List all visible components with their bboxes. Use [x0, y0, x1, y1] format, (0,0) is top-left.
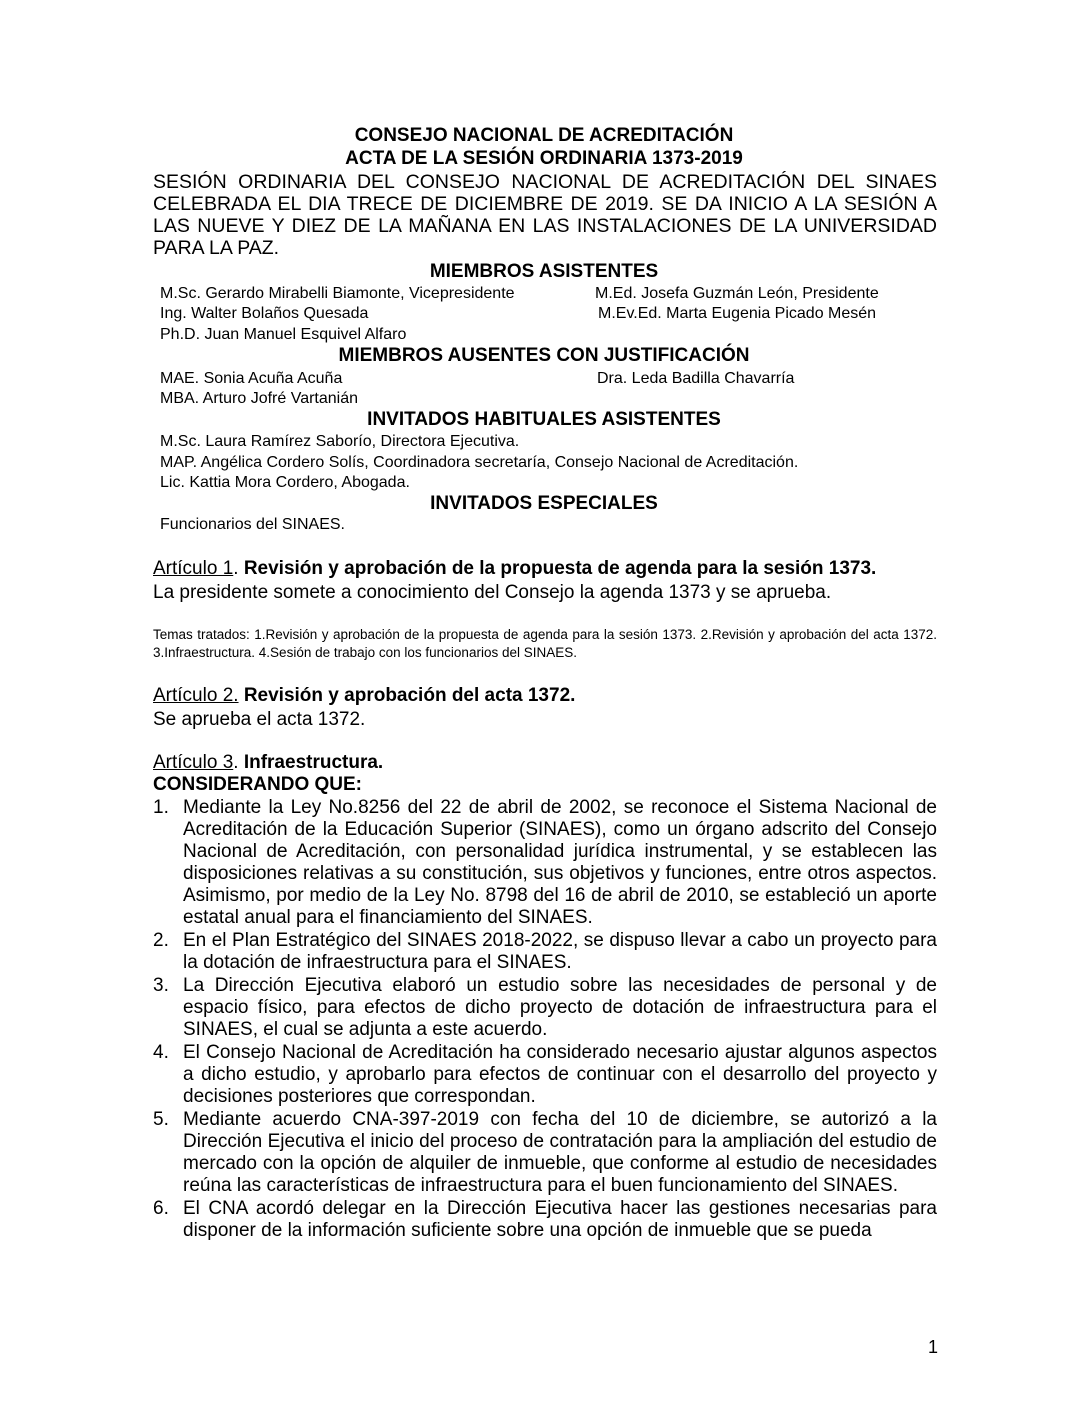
item-text: En el Plan Estratégico del SINAES 2018-2022, se dispuso llevar a cabo un proyecto para la dotación de infraestructura para el SINAES.: [183, 930, 937, 973]
member-absent: MAE. Sonia Acuña Acuña: [160, 370, 343, 387]
considerando-item: [153, 975, 937, 1041]
article-1-text: La presidente somete a conocimiento del Consejo la agenda 1373 y se aprueba.: [153, 582, 832, 603]
member-absent: MBA. Arturo Jofré Vartanián: [160, 390, 359, 407]
article-3-heading: Artículo 3. Infraestructura.: [153, 752, 384, 773]
article-1-label: Artículo 1: [153, 558, 234, 579]
item-text: Mediante la Ley No.8256 del 22 de abril de 2002, se reconoce el Sistema Nacional de Acreditación de la Educación Superior (SINAES), como un órgano adscrito del Consejo Nacional de Acreditación, con personalidad jurídica instrumental, y se establecen las disposiciones relativas a su constitución, sus objetivos y funciones, entre otros aspectos. Asimismo, por medio de la Ley No. 8798 del 16 de abril de 2010, se estableció un aporte estatal anual para el financiamiento del SINAES.: [183, 797, 937, 928]
regular-guest: MAP. Angélica Cordero Solís, Coordinadora secretaría, Consejo Nacional de Acreditación.: [160, 454, 799, 471]
member-present: M.Ev.Ed. Marta Eugenia Picado Mesén: [598, 305, 877, 322]
item-number: 4.: [153, 1042, 169, 1063]
session-title: ACTA DE LA SESIÓN ORDINARIA 1373-2019: [345, 148, 743, 169]
member-present: Ing. Walter Bolaños Quesada: [160, 305, 369, 322]
article-2-title: Revisión y aprobación del acta 1372.: [243, 685, 576, 706]
item-text: La Dirección Ejecutiva elaboró un estudio sobre las necesidades de personal y de espacio físico, para efectos de dicho proyecto de dotación de infraestructura para el SINAES, el cual se adjunta a este acuerdo.: [183, 975, 937, 1040]
regular-guest: Lic. Kattia Mora Cordero, Abogada.: [160, 474, 410, 491]
document-title: CONSEJO NACIONAL DE ACREDITACIÓN: [354, 125, 734, 146]
considerando-item: [153, 797, 937, 929]
considerando-item: [153, 1109, 937, 1197]
member-present: Ph.D. Juan Manuel Esquivel Alfaro: [160, 326, 407, 343]
article-3-label: Artículo 3: [153, 752, 234, 773]
member-absent: Dra. Leda Badilla Chavarría: [597, 370, 795, 387]
article-2-text: Se aprueba el acta 1372.: [153, 709, 366, 730]
item-number: 3.: [153, 975, 169, 996]
item-text: Mediante acuerdo CNA-397-2019 con fecha del 10 de diciembre, se autorizó a la Dirección Ejecutiva el inicio del proceso de contratación para la ampliación del estudio de mercado con la opción de alquiler de inmueble, que conforme al estudio de necesidades reúna las características de infraestructura para el buen funcionamiento del SINAES.: [183, 1109, 937, 1196]
page-number: 1: [927, 1337, 938, 1357]
session-intro: SESIÓN ORDINARIA DEL CONSEJO NACIONAL DE ACREDITACIÓN DEL SINAES CELEBRADA EL DIA TRECE DE DICIEMBRE DE 2019. SE DA INICIO A LA SESIÓN A LAS NUEVE Y DIEZ DE LA MAÑANA EN LAS INSTALACIONES DE LA UNIVERSIDAD PARA LA PAZ.: [153, 171, 937, 259]
considerando-item: [153, 1042, 937, 1108]
article-3-title: Infraestructura.: [243, 752, 384, 773]
item-text: El CNA acordó delegar en la Dirección Ejecutiva hacer las gestiones necesarias para disponer de la información suficiente sobre una opción de inmueble que se pueda: [183, 1198, 937, 1241]
section-heading-special-guests: INVITADOS ESPECIALES: [430, 493, 658, 514]
article-2-heading: [153, 685, 575, 707]
considerando-heading: CONSIDERANDO QUE:: [153, 774, 363, 795]
topics-covered: Temas tratados: 1.Revisión y aprobación de la propuesta de agenda para la sesión 1373. 2.Revisión y aprobación del acta 1372. 3.Infraestructura. 4.Sesión de trabajo con los funcionarios del SINAES.: [153, 627, 937, 660]
item-number: 6.: [153, 1198, 169, 1219]
considerando-list: [153, 797, 937, 1243]
section-heading-regular-guests: INVITADOS HABITUALES ASISTENTES: [367, 409, 721, 430]
article-1-heading: Artículo 1. Revisión y aprobación de la propuesta de agenda para la sesión 1373.: [153, 558, 877, 579]
item-number: 5.: [153, 1109, 169, 1130]
member-present: M.Sc. Gerardo Mirabelli Biamonte, Vicepresidente: [160, 285, 515, 302]
regular-guest: M.Sc. Laura Ramírez Saborío, Directora Ejecutiva.: [160, 433, 520, 450]
section-heading-members-absent: MIEMBROS AUSENTES CON JUSTIFICACIÓN: [338, 345, 750, 366]
section-heading-members-present: MIEMBROS ASISTENTES: [429, 261, 659, 282]
special-guest: Funcionarios del SINAES.: [160, 516, 345, 533]
article-2-label: Artículo 2.: [153, 685, 239, 706]
item-text: El Consejo Nacional de Acreditación ha considerado necesario ajustar algunos aspectos a dicho estudio, y aprobarlo para efectos de continuar con el desarrollo del proyecto y decisiones posteriores que correspondan.: [183, 1042, 937, 1107]
considerando-item: [153, 930, 937, 974]
considerando-item: [153, 1198, 937, 1242]
article-1-title: Revisión y aprobación de la propuesta de agenda para la sesión 1373.: [243, 558, 877, 579]
item-number: 2.: [153, 930, 169, 951]
member-present: M.Ed. Josefa Guzmán León, Presidente: [595, 285, 879, 302]
item-number: 1.: [153, 797, 169, 818]
